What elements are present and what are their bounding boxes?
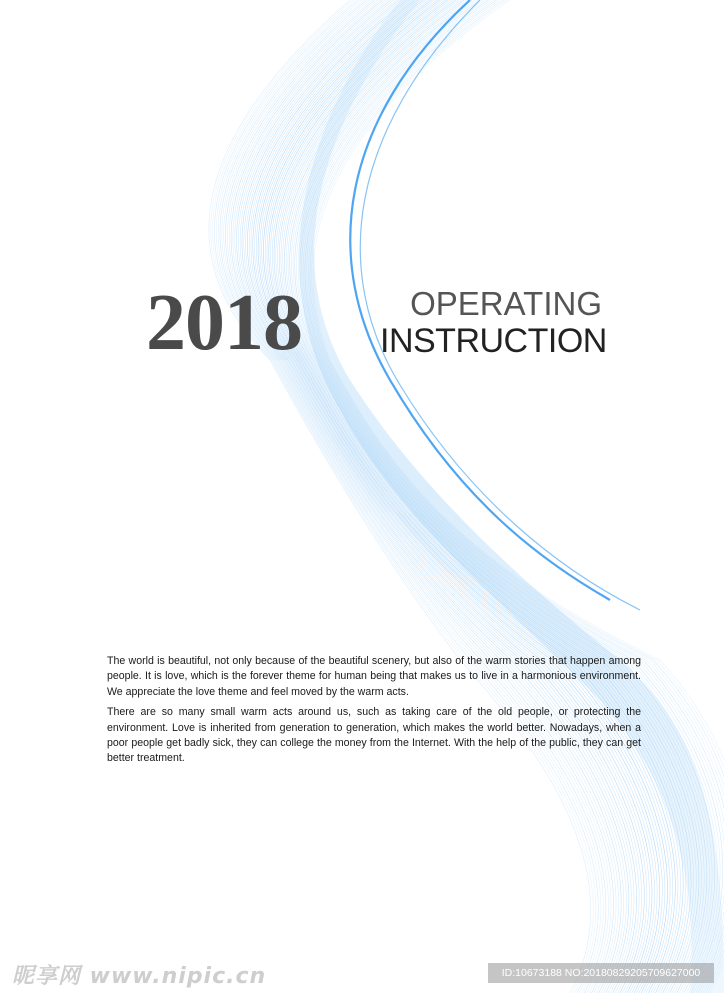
wave-strand	[283, 0, 697, 993]
wave-strand	[253, 0, 652, 993]
wave-strand	[300, 0, 723, 993]
wave-strand	[311, 0, 724, 993]
title-line-instruction: INSTRUCTION	[380, 322, 607, 360]
wave-strand	[247, 0, 644, 993]
body-text	[107, 654, 641, 772]
watermark-id-label: ID:10673188 NO:20180829205709627000	[488, 963, 714, 983]
wave-strand	[284, 0, 698, 993]
body-paragraph-1: The world is beautiful, not only because of the beautiful scenery, but also of the warm stories that happen among people. It is love, which is the forever theme for human being that makes us to live in a harmonious environment. We appreciate the love theme and feel moved by the warm acts.	[107, 655, 641, 698]
wave-strand	[255, 0, 655, 993]
cover-year: 2018	[146, 279, 302, 367]
body-paragraph-2: There are so many small warm acts around us, such as taking care of the old people, or protecting the environment. Love is inherited from generation to generation, which makes the world better. Nowadays, when a poor people get badly sick, they can college the money from the Internet. With the help of the public, they can get better treatment.	[107, 706, 641, 765]
cover-title	[380, 285, 607, 360]
wave-strand	[251, 0, 649, 993]
wave-strand	[281, 0, 694, 993]
watermark-logo: 昵享网 www.nipic.cn	[12, 963, 267, 989]
wave-strand	[296, 0, 717, 993]
wave-strand	[256, 0, 657, 993]
wave-strand	[313, 0, 724, 993]
title-line-operating: OPERATING	[410, 285, 602, 322]
wave-strand	[249, 0, 647, 993]
wave-strand	[301, 0, 724, 993]
